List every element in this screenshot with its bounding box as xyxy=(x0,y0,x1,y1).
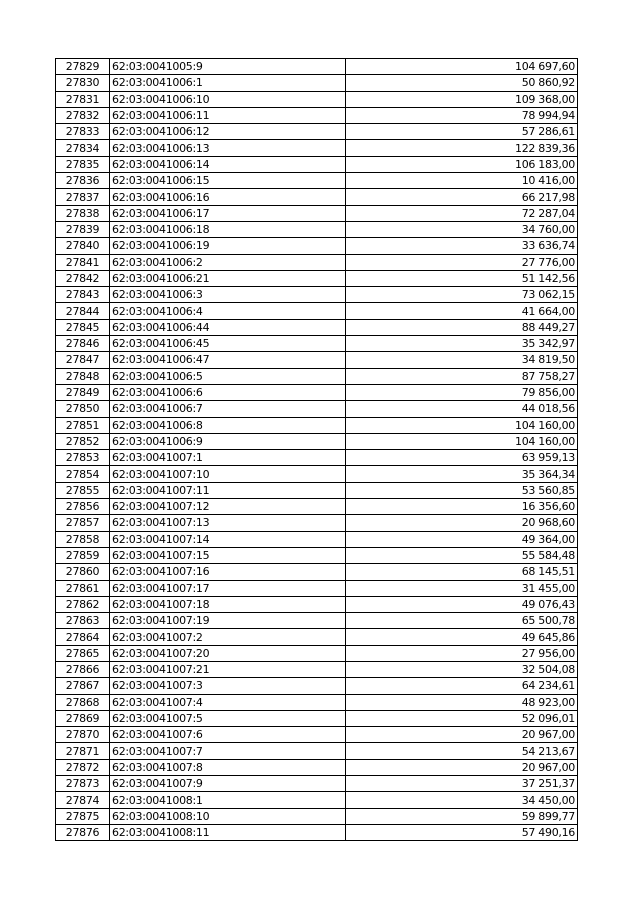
table-row xyxy=(56,450,578,466)
row-number-cell: 27844 xyxy=(56,303,110,319)
row-number-cell: 27864 xyxy=(56,629,110,645)
row-number-cell: 27835 xyxy=(56,156,110,172)
value-cell: 10 416,00 xyxy=(346,173,578,189)
value-cell: 27 776,00 xyxy=(346,254,578,270)
cadastral-number-cell: 62:03:0041005:9 xyxy=(110,59,346,75)
value-cell: 104 160,00 xyxy=(346,433,578,449)
cadastral-number-cell: 62:03:0041006:2 xyxy=(110,254,346,270)
cadastral-number-cell: 62:03:0041006:15 xyxy=(110,173,346,189)
table-row xyxy=(56,808,578,824)
value-cell: 20 968,60 xyxy=(346,515,578,531)
row-number-cell: 27875 xyxy=(56,808,110,824)
value-cell: 57 286,61 xyxy=(346,124,578,140)
row-number-cell: 27860 xyxy=(56,564,110,580)
table-row xyxy=(56,254,578,270)
value-cell: 44 018,56 xyxy=(346,401,578,417)
value-cell: 65 500,78 xyxy=(346,613,578,629)
cadastral-number-cell: 62:03:0041007:15 xyxy=(110,547,346,563)
value-cell: 54 213,67 xyxy=(346,743,578,759)
table-row xyxy=(56,515,578,531)
cadastral-number-cell: 62:03:0041007:11 xyxy=(110,482,346,498)
value-cell: 31 455,00 xyxy=(346,580,578,596)
cadastral-number-cell: 62:03:0041007:16 xyxy=(110,564,346,580)
table-row xyxy=(56,303,578,319)
table-row xyxy=(56,384,578,400)
cadastral-value-table xyxy=(55,58,578,841)
cadastral-number-cell: 62:03:0041007:13 xyxy=(110,515,346,531)
row-number-cell: 27842 xyxy=(56,270,110,286)
value-cell: 79 856,00 xyxy=(346,384,578,400)
table-row xyxy=(56,661,578,677)
cadastral-number-cell: 62:03:0041006:12 xyxy=(110,124,346,140)
table-row xyxy=(56,189,578,205)
row-number-cell: 27866 xyxy=(56,661,110,677)
cadastral-number-cell: 62:03:0041006:19 xyxy=(110,238,346,254)
row-number-cell: 27869 xyxy=(56,710,110,726)
value-cell: 41 664,00 xyxy=(346,303,578,319)
table-row xyxy=(56,91,578,107)
row-number-cell: 27857 xyxy=(56,515,110,531)
table-row xyxy=(56,156,578,172)
row-number-cell: 27841 xyxy=(56,254,110,270)
row-number-cell: 27836 xyxy=(56,173,110,189)
cadastral-number-cell: 62:03:0041006:16 xyxy=(110,189,346,205)
row-number-cell: 27830 xyxy=(56,75,110,91)
cadastral-number-cell: 62:03:0041006:5 xyxy=(110,368,346,384)
value-cell: 78 994,94 xyxy=(346,107,578,123)
cadastral-number-cell: 62:03:0041008:1 xyxy=(110,792,346,808)
value-cell: 51 142,56 xyxy=(346,270,578,286)
value-cell: 35 342,97 xyxy=(346,336,578,352)
value-cell: 20 967,00 xyxy=(346,759,578,775)
table-row xyxy=(56,759,578,775)
table-row xyxy=(56,792,578,808)
row-number-cell: 27843 xyxy=(56,287,110,303)
row-number-cell: 27865 xyxy=(56,645,110,661)
cadastral-number-cell: 62:03:0041006:3 xyxy=(110,287,346,303)
cadastral-number-cell: 62:03:0041006:1 xyxy=(110,75,346,91)
row-number-cell: 27847 xyxy=(56,352,110,368)
cadastral-number-cell: 62:03:0041006:9 xyxy=(110,433,346,449)
value-cell: 87 758,27 xyxy=(346,368,578,384)
table-row xyxy=(56,678,578,694)
table-row xyxy=(56,173,578,189)
value-cell: 50 860,92 xyxy=(346,75,578,91)
row-number-cell: 27838 xyxy=(56,205,110,221)
table-row xyxy=(56,824,578,840)
row-number-cell: 27870 xyxy=(56,727,110,743)
cadastral-number-cell: 62:03:0041007:21 xyxy=(110,661,346,677)
table-row xyxy=(56,596,578,612)
row-number-cell: 27832 xyxy=(56,107,110,123)
value-cell: 66 217,98 xyxy=(346,189,578,205)
row-number-cell: 27868 xyxy=(56,694,110,710)
table-row xyxy=(56,629,578,645)
value-cell: 16 356,60 xyxy=(346,499,578,515)
value-cell: 48 923,00 xyxy=(346,694,578,710)
row-number-cell: 27846 xyxy=(56,336,110,352)
table-row xyxy=(56,466,578,482)
value-cell: 68 145,51 xyxy=(346,564,578,580)
value-cell: 34 450,00 xyxy=(346,792,578,808)
row-number-cell: 27874 xyxy=(56,792,110,808)
cadastral-number-cell: 62:03:0041007:17 xyxy=(110,580,346,596)
row-number-cell: 27873 xyxy=(56,776,110,792)
cadastral-number-cell: 62:03:0041007:1 xyxy=(110,450,346,466)
cadastral-number-cell: 62:03:0041007:19 xyxy=(110,613,346,629)
cadastral-number-cell: 62:03:0041007:9 xyxy=(110,776,346,792)
cadastral-number-cell: 62:03:0041007:2 xyxy=(110,629,346,645)
value-cell: 73 062,15 xyxy=(346,287,578,303)
cadastral-number-cell: 62:03:0041006:45 xyxy=(110,336,346,352)
row-number-cell: 27845 xyxy=(56,319,110,335)
value-cell: 52 096,01 xyxy=(346,710,578,726)
table-row xyxy=(56,433,578,449)
row-number-cell: 27854 xyxy=(56,466,110,482)
table-row xyxy=(56,547,578,563)
table-row xyxy=(56,401,578,417)
table-row xyxy=(56,205,578,221)
row-number-cell: 27850 xyxy=(56,401,110,417)
cadastral-number-cell: 62:03:0041007:12 xyxy=(110,499,346,515)
cadastral-number-cell: 62:03:0041008:10 xyxy=(110,808,346,824)
table-row xyxy=(56,319,578,335)
row-number-cell: 27855 xyxy=(56,482,110,498)
cadastral-number-cell: 62:03:0041007:10 xyxy=(110,466,346,482)
table-row xyxy=(56,482,578,498)
row-number-cell: 27859 xyxy=(56,547,110,563)
table-row xyxy=(56,776,578,792)
table-row xyxy=(56,75,578,91)
cadastral-number-cell: 62:03:0041006:14 xyxy=(110,156,346,172)
value-cell: 49 645,86 xyxy=(346,629,578,645)
cadastral-number-cell: 62:03:0041006:18 xyxy=(110,221,346,237)
table-row xyxy=(56,645,578,661)
value-cell: 64 234,61 xyxy=(346,678,578,694)
cadastral-number-cell: 62:03:0041006:11 xyxy=(110,107,346,123)
value-cell: 88 449,27 xyxy=(346,319,578,335)
table-row xyxy=(56,59,578,75)
cadastral-number-cell: 62:03:0041006:4 xyxy=(110,303,346,319)
cadastral-number-cell: 62:03:0041007:8 xyxy=(110,759,346,775)
row-number-cell: 27840 xyxy=(56,238,110,254)
row-number-cell: 27849 xyxy=(56,384,110,400)
table-row xyxy=(56,107,578,123)
row-number-cell: 27837 xyxy=(56,189,110,205)
cadastral-number-cell: 62:03:0041007:4 xyxy=(110,694,346,710)
value-cell: 53 560,85 xyxy=(346,482,578,498)
row-number-cell: 27861 xyxy=(56,580,110,596)
cadastral-number-cell: 62:03:0041006:17 xyxy=(110,205,346,221)
cadastral-number-cell: 62:03:0041007:6 xyxy=(110,727,346,743)
row-number-cell: 27876 xyxy=(56,824,110,840)
row-number-cell: 27831 xyxy=(56,91,110,107)
row-number-cell: 27872 xyxy=(56,759,110,775)
table-row xyxy=(56,531,578,547)
value-cell: 37 251,37 xyxy=(346,776,578,792)
value-cell: 106 183,00 xyxy=(346,156,578,172)
table-row xyxy=(56,140,578,156)
value-cell: 72 287,04 xyxy=(346,205,578,221)
table-row xyxy=(56,710,578,726)
cadastral-number-cell: 62:03:0041006:7 xyxy=(110,401,346,417)
row-number-cell: 27856 xyxy=(56,499,110,515)
row-number-cell: 27858 xyxy=(56,531,110,547)
row-number-cell: 27871 xyxy=(56,743,110,759)
table-row xyxy=(56,368,578,384)
value-cell: 49 076,43 xyxy=(346,596,578,612)
value-cell: 109 368,00 xyxy=(346,91,578,107)
table-body xyxy=(56,59,578,841)
row-number-cell: 27851 xyxy=(56,417,110,433)
table-row xyxy=(56,613,578,629)
row-number-cell: 27829 xyxy=(56,59,110,75)
value-cell: 104 697,60 xyxy=(346,59,578,75)
cadastral-number-cell: 62:03:0041006:6 xyxy=(110,384,346,400)
cadastral-number-cell: 62:03:0041006:47 xyxy=(110,352,346,368)
cadastral-number-cell: 62:03:0041006:21 xyxy=(110,270,346,286)
table-row xyxy=(56,743,578,759)
cadastral-number-cell: 62:03:0041006:44 xyxy=(110,319,346,335)
value-cell: 27 956,00 xyxy=(346,645,578,661)
value-cell: 35 364,34 xyxy=(346,466,578,482)
cadastral-number-cell: 62:03:0041007:5 xyxy=(110,710,346,726)
table-row xyxy=(56,336,578,352)
table-row xyxy=(56,417,578,433)
value-cell: 55 584,48 xyxy=(346,547,578,563)
cadastral-number-cell: 62:03:0041007:3 xyxy=(110,678,346,694)
table-row xyxy=(56,694,578,710)
table-row xyxy=(56,221,578,237)
row-number-cell: 27862 xyxy=(56,596,110,612)
cadastral-number-cell: 62:03:0041006:10 xyxy=(110,91,346,107)
cadastral-number-cell: 62:03:0041008:11 xyxy=(110,824,346,840)
value-cell: 57 490,16 xyxy=(346,824,578,840)
table-row xyxy=(56,580,578,596)
value-cell: 104 160,00 xyxy=(346,417,578,433)
cadastral-number-cell: 62:03:0041007:20 xyxy=(110,645,346,661)
row-number-cell: 27848 xyxy=(56,368,110,384)
value-cell: 34 760,00 xyxy=(346,221,578,237)
table-row xyxy=(56,270,578,286)
cadastral-number-cell: 62:03:0041006:13 xyxy=(110,140,346,156)
table-row xyxy=(56,499,578,515)
value-cell: 122 839,36 xyxy=(346,140,578,156)
value-cell: 59 899,77 xyxy=(346,808,578,824)
value-cell: 63 959,13 xyxy=(346,450,578,466)
row-number-cell: 27852 xyxy=(56,433,110,449)
table-row xyxy=(56,564,578,580)
cadastral-number-cell: 62:03:0041007:18 xyxy=(110,596,346,612)
cadastral-number-cell: 62:03:0041007:7 xyxy=(110,743,346,759)
cadastral-number-cell: 62:03:0041007:14 xyxy=(110,531,346,547)
table-row xyxy=(56,352,578,368)
value-cell: 32 504,08 xyxy=(346,661,578,677)
row-number-cell: 27833 xyxy=(56,124,110,140)
table-row xyxy=(56,727,578,743)
table-row xyxy=(56,238,578,254)
row-number-cell: 27839 xyxy=(56,221,110,237)
table-row xyxy=(56,287,578,303)
value-cell: 49 364,00 xyxy=(346,531,578,547)
row-number-cell: 27853 xyxy=(56,450,110,466)
value-cell: 20 967,00 xyxy=(346,727,578,743)
row-number-cell: 27867 xyxy=(56,678,110,694)
value-cell: 33 636,74 xyxy=(346,238,578,254)
cadastral-number-cell: 62:03:0041006:8 xyxy=(110,417,346,433)
value-cell: 34 819,50 xyxy=(346,352,578,368)
row-number-cell: 27863 xyxy=(56,613,110,629)
row-number-cell: 27834 xyxy=(56,140,110,156)
table-row xyxy=(56,124,578,140)
